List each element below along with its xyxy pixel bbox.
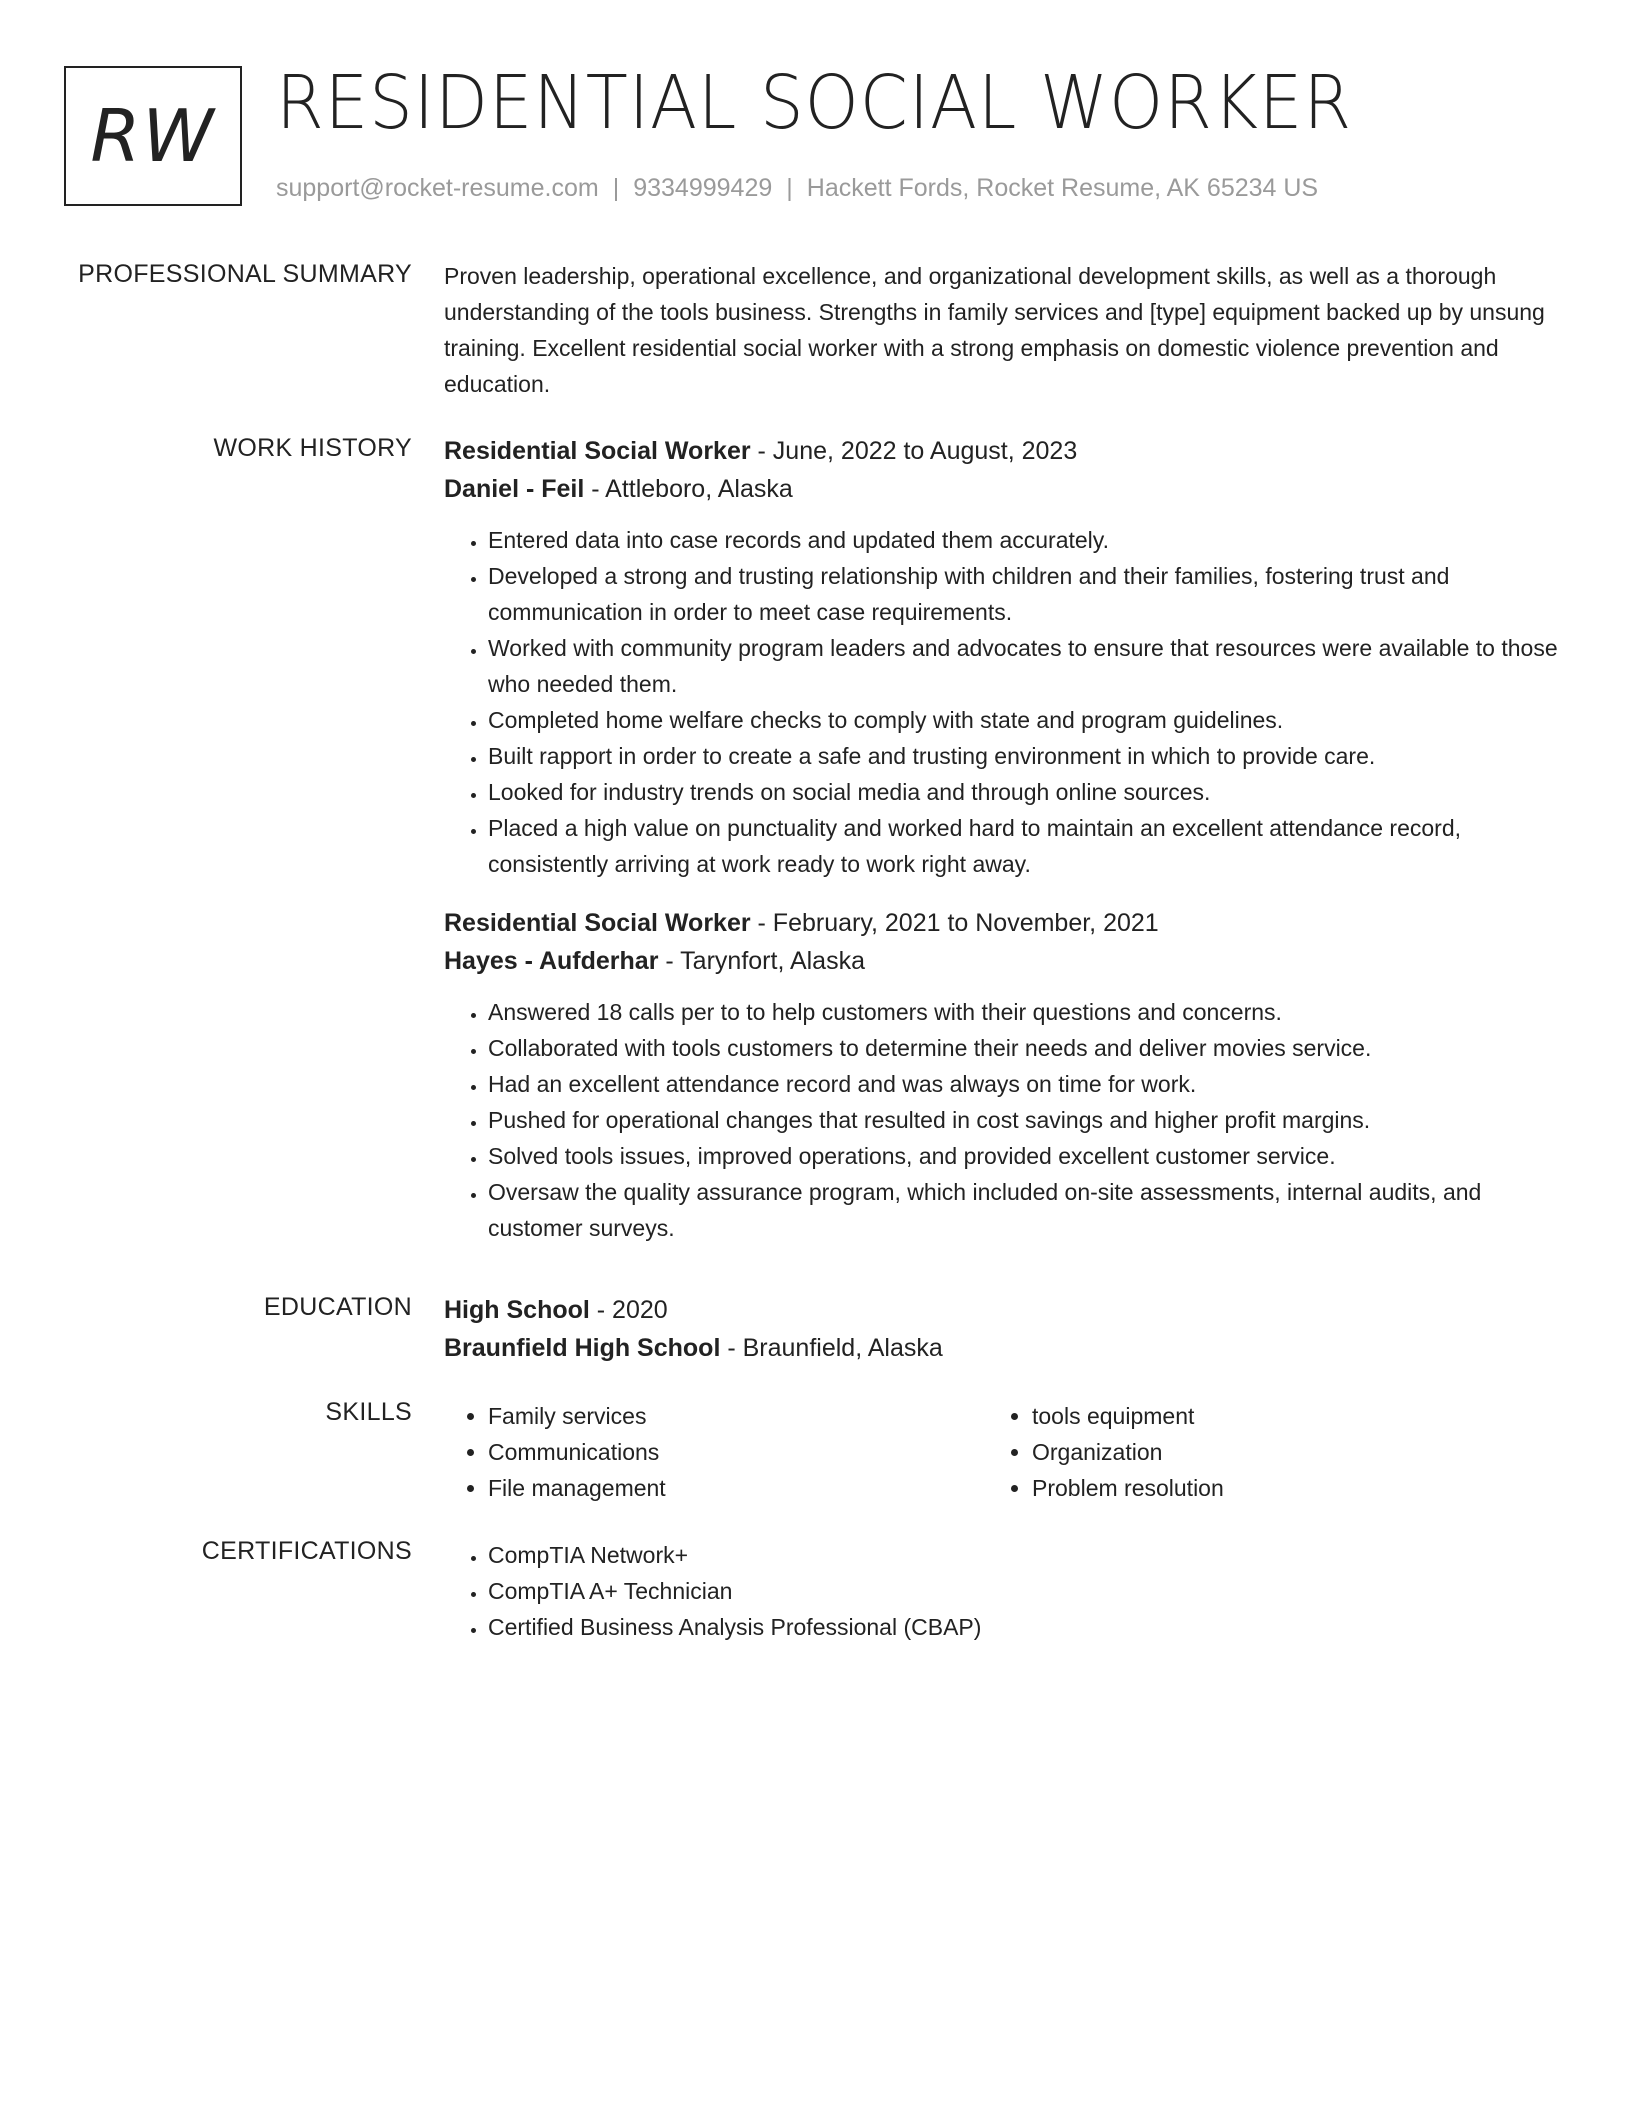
list-item: • Communications: [488, 1434, 988, 1470]
list-item: • Solved tools issues, improved operations, and provided excellent customer service.: [488, 1138, 1560, 1174]
list-item: • Entered data into case records and updated them accurately.: [488, 522, 1560, 558]
job-bullets: [444, 522, 1560, 882]
list-item: • Pushed for operational changes that resulted in cost savings and higher profit margins.: [488, 1102, 1560, 1138]
job-company: Hayes - Aufderhar: [444, 947, 659, 975]
education-school-line: [444, 1329, 1560, 1367]
section-label-work-history: WORK HISTORY: [213, 434, 412, 462]
list-item: • Placed a high value on punctuality and worked hard to maintain an excellent attendance record, consistently arriving at work ready to work right away.: [488, 810, 1560, 882]
education-school: Braunfield High School: [444, 1334, 721, 1362]
certifications-list: [444, 1537, 1560, 1645]
education-degree: High School: [444, 1296, 590, 1324]
job-entry: [444, 432, 1560, 882]
list-item: • CompTIA A+ Technician: [488, 1573, 1560, 1609]
job-bullets: [444, 994, 1560, 1246]
education-degree-line: [444, 1291, 1560, 1329]
job-company-line: [444, 942, 1560, 980]
job-location: - Tarynfort, Alaska: [658, 947, 865, 975]
list-item: • Problem resolution: [1032, 1470, 1532, 1506]
job-dates: - February, 2021 to November, 2021: [750, 909, 1159, 937]
education-location: - Braunfield, Alaska: [720, 1334, 943, 1362]
job-title: Residential Social Worker: [444, 909, 751, 937]
list-item: • Looked for industry trends on social media and through online sources.: [488, 774, 1560, 810]
contact-line: [276, 174, 1318, 203]
list-item: • Certified Business Analysis Professional (CBAP): [488, 1609, 1560, 1645]
job-location: - Attleboro, Alaska: [584, 475, 793, 503]
contact-separator: |: [786, 174, 793, 202]
job-dates: - June, 2022 to August, 2023: [750, 437, 1078, 465]
section-label-education: EDUCATION: [263, 1293, 412, 1321]
contact-phone: 9334999429: [633, 174, 773, 202]
job-title-line: [444, 904, 1560, 942]
contact-email: support@rocket-resume.com: [276, 174, 599, 202]
skills-grid: [444, 1398, 1560, 1506]
list-item: • Answered 18 calls per to to help customers with their questions and concerns.: [488, 994, 1560, 1030]
job-company-line: [444, 470, 1560, 508]
job-entry: [444, 904, 1560, 1246]
list-item: • Developed a strong and trusting relationship with children and their families, fostering trust and communication in order to meet case requirements.: [488, 558, 1560, 630]
list-item: • Oversaw the quality assurance program, which included on-site assessments, internal audits, and customer surveys.: [488, 1174, 1560, 1246]
monogram-logo: RW: [64, 66, 242, 206]
list-item: • Built rapport in order to create a safe and trusting environment in which to provide care.: [488, 738, 1560, 774]
list-item: • Completed home welfare checks to comply with state and program guidelines.: [488, 702, 1560, 738]
list-item: • CompTIA Network+: [488, 1537, 1560, 1573]
job-title-line: [444, 432, 1560, 470]
education-year: - 2020: [589, 1296, 668, 1324]
summary-text: Proven leadership, operational excellence, and organizational development skills, as well as a thorough understanding of the tools business. Strengths in family services and [type] equipment backed up by unsung training. Excellent residential social worker with a strong emphasis on domestic violence prevention and education.: [444, 263, 1545, 397]
list-item: • File management: [488, 1470, 988, 1506]
skills-column-left: [444, 1398, 988, 1506]
list-item: • tools equipment: [1032, 1398, 1532, 1434]
section-label-summary: PROFESSIONAL SUMMARY: [78, 260, 412, 288]
resume-header: [64, 60, 1574, 208]
job-title: Residential Social Worker: [444, 437, 751, 465]
list-item: • Had an excellent attendance record and was always on time for work.: [488, 1066, 1560, 1102]
skills-column-right: [988, 1398, 1532, 1506]
contact-address: Hackett Fords, Rocket Resume, AK 65234 US: [806, 174, 1319, 202]
list-item: • Family services: [488, 1398, 988, 1434]
list-item: • Organization: [1032, 1434, 1532, 1470]
section-label-certifications: CERTIFICATIONS: [201, 1537, 412, 1565]
contact-separator: |: [612, 174, 620, 202]
section-label-skills: SKILLS: [325, 1398, 412, 1426]
resume-title: RESIDENTIAL SOCIAL WORKER: [276, 60, 1353, 146]
list-item: • Collaborated with tools customers to determine their needs and deliver movies service.: [488, 1030, 1560, 1066]
job-company: Daniel - Feil: [444, 475, 585, 503]
list-item: • Worked with community program leaders and advocates to ensure that resources were available to those who needed them.: [488, 630, 1560, 702]
